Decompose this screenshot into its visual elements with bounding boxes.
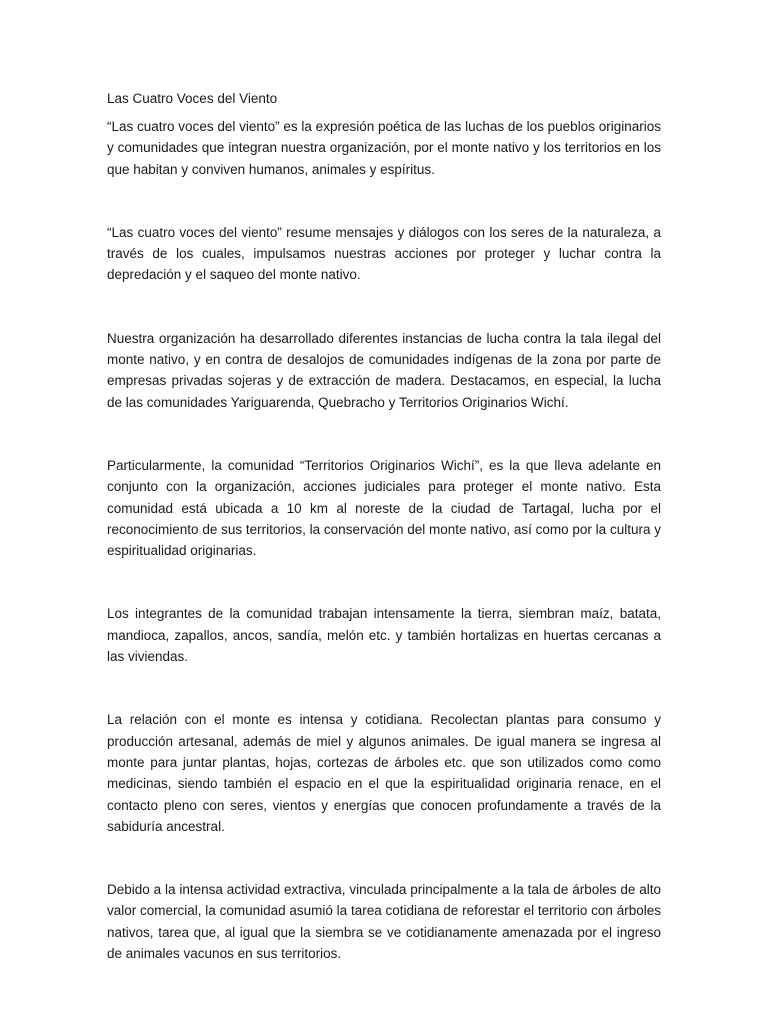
paragraph-3: Nuestra organización ha desarrollado diferentes instancias de lucha contra la tala ilegal del monte nativo, y en contra de desalojos de comunidades indígenas de la zona por parte de empresas privadas sojeras y de extracción de madera. Destacamos, en especial, la lucha de las comunidades Yariguarenda, Quebracho y Territorios Originarios Wichí. [107, 330, 661, 410]
paragraph-2: “Las cuatro voces del viento” resume mensajes y diálogos con los seres de la naturaleza, a través de los cuales, impulsamos nuestras acciones por proteger y luchar contra la depredación y el saqueo del monte nativo. [107, 224, 661, 283]
document-page [107, 88, 661, 964]
paragraph-6: La relación con el monte es intensa y cotidiana. Recolectan plantas para consumo y producción artesanal, además de miel y algunos animales. De igual manera se ingresa al monte para juntar plantas, hojas, cortezas de árboles etc. que son utilizados como como medicinas, siendo también el espacio en el que la espiritualidad originaria renace, en el contacto pleno con seres, vientos y energías que conocen profundamente a través de la sabiduría ancestral. [107, 712, 661, 834]
paragraph-7: Debido a la intensa actividad extractiva, vinculada principalmente a la tala de árboles de alto valor comercial, la comunidad asumió la tarea cotidiana de reforestar el territorio con árboles nativos, tarea que, al igual que la siembra se ve cotidianamente amenazada por el ingreso de animales vacunos en sus territorios. [107, 882, 661, 962]
paragraph-5: Los integrantes de la comunidad trabajan intensamente la tierra, siembran maíz, batata, mandioca, zapallos, ancos, sandía, melón etc. y también hortalizas en huertas cercanas a las viviendas. [107, 606, 661, 665]
document-title: Las Cuatro Voces del Viento [107, 91, 278, 106]
paragraph-4: Particularmente, la comunidad “Territorios Originarios Wichí”, es la que lleva adelante en conjunto con la organización, acciones judiciales para proteger el monte nativo. Esta comunidad está ubicada a 10 km al noreste de la ciudad de Tartagal, lucha por el reconocimiento de sus territorios, la conservación del monte nativo, así como por la cultura y espiritualidad originarias. [107, 457, 661, 559]
paragraph-1: “Las cuatro voces del viento” es la expresión poética de las luchas de los pueblos originarios y comunidades que integran nuestra organización, por el monte nativo y los territorios en los que habitan y conviven humanos, animales y espíritus. [107, 119, 661, 177]
